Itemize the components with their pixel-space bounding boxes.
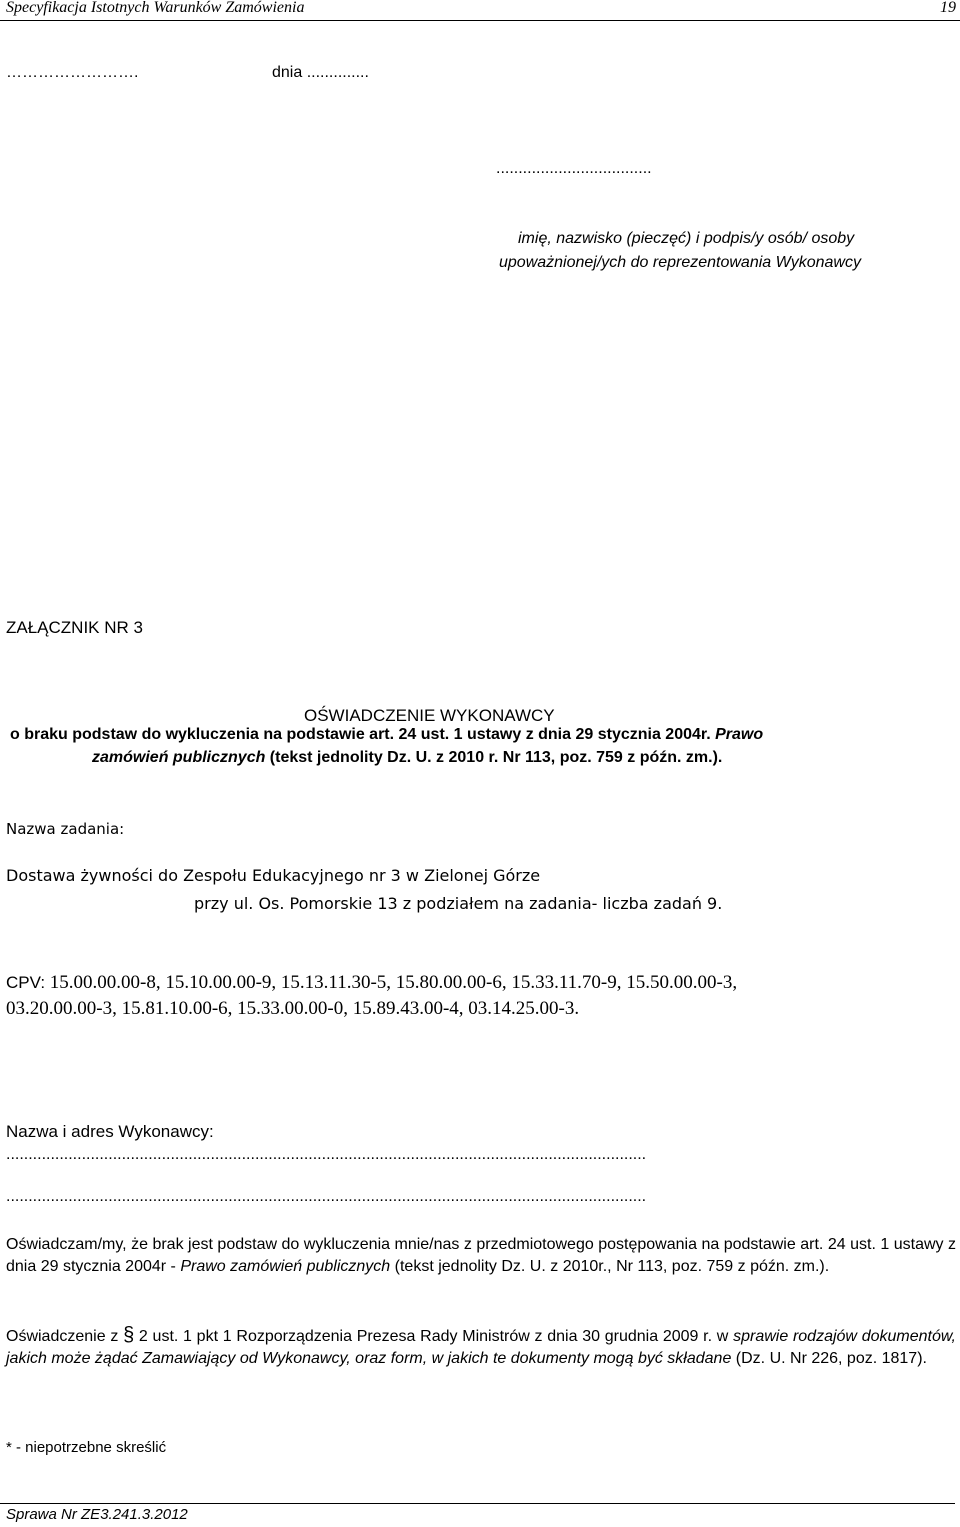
signature-caption-line2: upoważnionej/ych do reprezentowania Wykonawcy	[499, 254, 861, 271]
cpv-label: CPV:	[6, 973, 50, 992]
contractor-label: Nazwa i adres Wykonawcy:	[6, 1122, 214, 1141]
footnote: * - niepotrzebne skreślić	[6, 1439, 167, 1456]
footer-case-number: Sprawa Nr ZE3.241.3.2012	[6, 1506, 188, 1523]
subtitle-line1-text: o braku podstaw do wykluczenia na podstawie art. 24 ust. 1 ustawy z dnia 29 stycznia 2004r.	[10, 726, 716, 743]
statement-1-text-c: (tekst jednolity Dz. U. z 2010r., Nr 113, poz. 759 z późn. zm.).	[390, 1258, 830, 1275]
contractor-line2: ................................................................................................................................................	[6, 1188, 647, 1205]
signature-caption-line1: imię, nazwisko (pieczęć) i podpis/y osób/ osoby	[518, 230, 855, 247]
header-title: Specyfikacja Istotnych Warunków Zamówienia	[6, 0, 305, 16]
statement-2-text-b: 2 ust. 1 pkt 1 Rozporządzenia Prezesa Rady Ministrów z dnia 30 grudnia 2009 r. w	[134, 1328, 734, 1345]
header-rule	[0, 20, 960, 21]
statement-2-regulation-title: sprawie rodzajów dokumentów, jakich może żądać Zamawiający od Wykonawcy, oraz form, w jakich te dokumenty mogą być składane	[6, 1328, 956, 1367]
contractor-line1: ................................................................................................................................................	[6, 1146, 647, 1163]
statement-2	[6, 1324, 956, 1370]
section-sign: §	[123, 1324, 135, 1346]
declaration-subtitle-line1	[10, 726, 763, 744]
cpv-codes-line2: 03.20.00.00-3, 15.81.10.00-6, 15.33.00.00-0, 15.89.43.00-4, 03.14.25.00-3.	[6, 998, 580, 1019]
cpv-line1	[6, 972, 737, 994]
statement-2-text-a: Oświadczenie z	[6, 1328, 124, 1345]
declaration-subtitle-line2	[92, 749, 722, 767]
page-number: 19	[940, 0, 956, 16]
statement-1-law-title: Prawo zamówień publicznych	[180, 1258, 391, 1275]
cpv-codes-line1: 15.00.00.00-8, 15.10.00.00-9, 15.13.11.30-5, 15.80.00.00-6, 15.33.11.70-9, 15.50.00.00-3,	[49, 972, 738, 993]
signature-dots: ...................................	[496, 160, 652, 177]
task-label: Nazwa zadania:	[6, 820, 125, 838]
date-label: dnia ..............	[272, 64, 369, 81]
declaration-title: OŚWIADCZENIE WYKONAWCY	[304, 706, 555, 725]
place-dots: …………………….	[6, 64, 139, 81]
attachment-label: ZAŁĄCZNIK NR 3	[6, 618, 143, 637]
task-name-line2: przy ul. Os. Pomorskie 13 z podziałem na zadania- liczba zadań 9.	[194, 894, 723, 913]
subtitle-line2-text: (tekst jednolity Dz. U. z 2010 r. Nr 113, poz. 759 z późn. zm.).	[265, 749, 723, 766]
task-name-line1: Dostawa żywności do Zespołu Edukacyjnego nr 3 w Zielonej Górze	[6, 866, 541, 885]
footer-rule	[0, 1503, 955, 1504]
statement-1-text-a: Oświadczam/my, że brak jest podstaw do wykluczenia mnie/nas z przedmiotowego postępowania na podstawie art. 24 ust. 1 ustawy z dnia 29 stycznia 2004r -	[6, 1236, 956, 1275]
statement-1	[6, 1234, 956, 1278]
statement-2-text-d: (Dz. U. Nr 226, poz. 1817).	[731, 1350, 927, 1367]
subtitle-line2-italic: zamówień publicznych	[92, 749, 266, 766]
subtitle-line1-italic: Prawo	[715, 726, 764, 743]
